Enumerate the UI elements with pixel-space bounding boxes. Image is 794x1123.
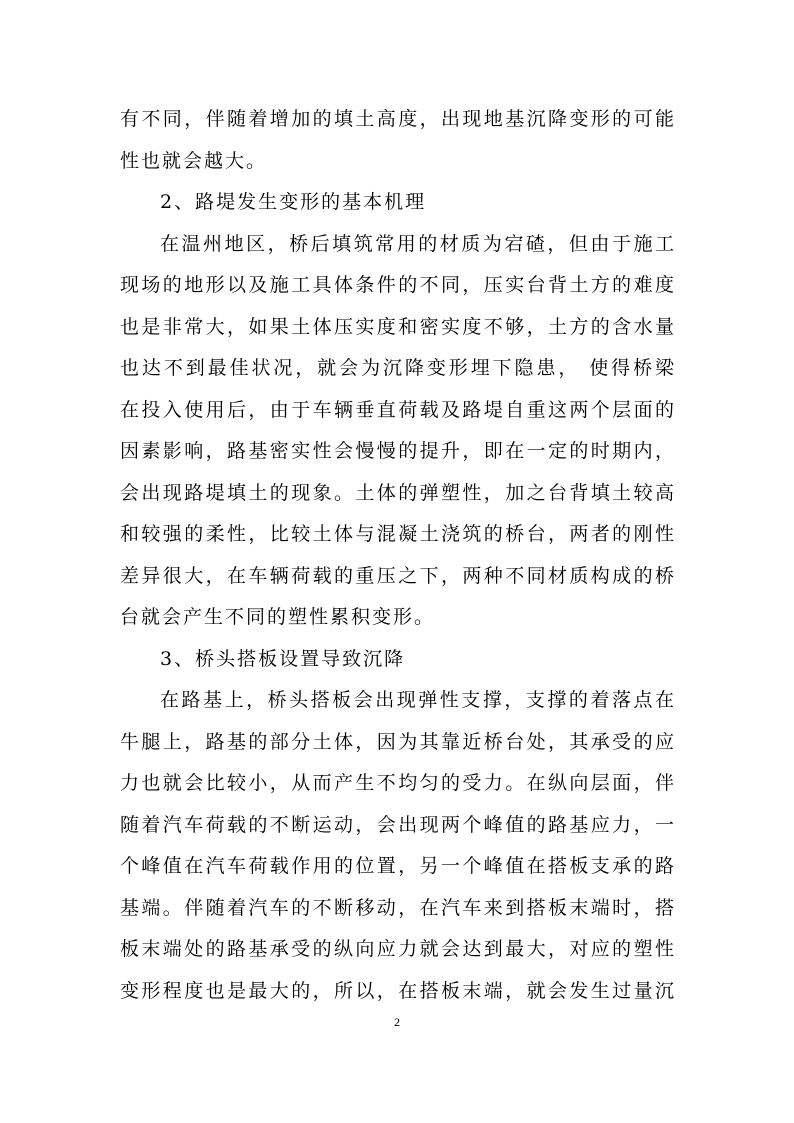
text-line: 也是非常大，如果土体压实度和密实度不够，土方的含水量 [120,315,676,338]
text-line: 基端。伴随着汽车的不断移动，在汽车来到搭板末端时，搭 [120,896,676,919]
text-line: 板末端处的路基承受的纵向应力就会达到最大，对应的塑性 [120,938,676,960]
text-line: 差异很大，在车辆荷载的重压之下，两种不同材质构成的桥 [120,564,676,587]
section-heading: 3、桥头搭板设置导致沉降 [160,647,406,670]
page-number: 2 [394,1015,400,1029]
text-line: 力也就会比较小，从而产生不均匀的受力。在纵向层面，伴 [120,772,676,794]
text-line: 随着汽车荷载的不断运动，会出现两个峰值的路基应力，一 [120,813,676,836]
section-heading: 2、路堤发生变形的基本机理 [160,191,427,213]
text-line: 个峰值在汽车荷载作用的位置，另一个峰值在搭板支承的路 [120,855,676,877]
text-line: 现场的地形以及施工具体条件的不同，压实台背土方的难度 [120,274,676,296]
text-line: 变形程度也是最大的，所以，在搭板末端，就会发生过量沉 [120,979,676,1002]
text-line: 台就会产生不同的塑性累积变形。 [120,606,436,628]
text-line: 有不同，伴随着增加的填土高度，出现地基沉降变形的可能 [120,108,676,130]
text-line: 性也就会越大。 [120,149,268,172]
text-line: 在投入使用后，由于车辆垂直荷载及路堤自重这两个层面的 [120,398,676,421]
text-line: 和较强的柔性，比较土体与混凝土浇筑的桥台，两者的刚性 [120,523,676,545]
text-line: 在路基上，桥头搭板会出现弹性支撑，支撑的着落点在 [160,689,676,711]
body-text [120,99,676,1012]
text-line: 会出现路堤填土的现象。土体的弹塑性，加之台背填土较高 [120,481,676,504]
text-line: 牛腿上，路基的部分土体，因为其靠近桥台处，其承受的应 [120,730,676,753]
text-line: 在温州地区，桥后填筑常用的材质为宕碴，但由于施工 [160,232,676,255]
text-line: 因素影响，路基密实性会慢慢的提升，即在一定的时期内， [120,440,676,462]
text-line: 也达不到最佳状况，就会为沉降变形埋下隐患， 使得桥梁 [120,357,676,379]
